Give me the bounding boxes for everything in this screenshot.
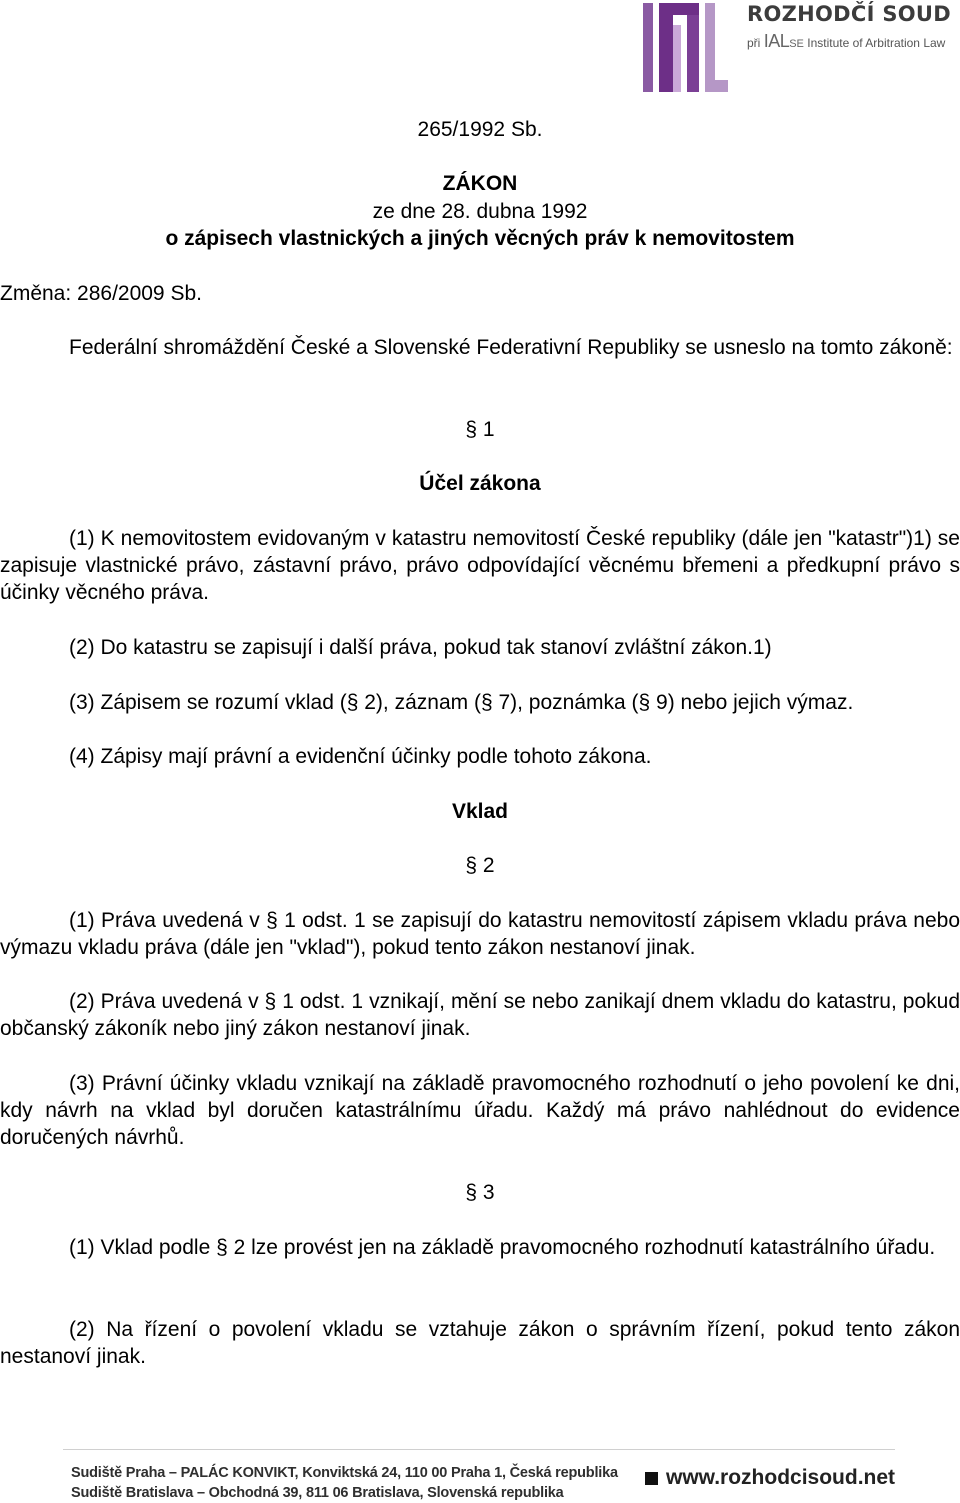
section-1-heading: Účel zákona bbox=[419, 472, 541, 495]
footer-website-link[interactable]: www.rozhodcisoud.net bbox=[666, 1466, 896, 1489]
arbitration-court-logo-mark bbox=[643, 3, 728, 92]
logo-title: ROZHODČÍ SOUD bbox=[747, 2, 952, 26]
law-number: 265/1992 Sb. bbox=[417, 118, 543, 141]
logo-sub-institute: Institute of Arbitration Law bbox=[807, 36, 946, 50]
logo-subtitle bbox=[747, 32, 945, 53]
section-1-paragraph-2: (2) Do katastru se zapisují i další práva, pokud tak stanoví zvláštní zákon.1) bbox=[69, 636, 772, 659]
section-3-paragraph-2: (2) Na řízení o povolení vkladu se vztahuje zákon o správním řízení, pokud tento zákon nestanoví jinak. bbox=[0, 1318, 960, 1368]
section-1-label: § 1 bbox=[465, 418, 495, 441]
logo-sub-ial: IAL bbox=[763, 31, 790, 51]
logo-sub-se: SE bbox=[789, 38, 804, 50]
law-date: ze dne 28. dubna 1992 bbox=[372, 200, 588, 223]
part-heading-vklad: Vklad bbox=[451, 800, 509, 823]
law-title: o zápisech vlastnických a jiných věcných práv k nemovitostem bbox=[165, 227, 795, 250]
law-change: Změna: 286/2009 Sb. bbox=[0, 282, 202, 305]
page-footer bbox=[63, 1445, 898, 1503]
section-2-paragraph-2: (2) Práva uvedená v § 1 odst. 1 vznikají, mění se nebo zanikají dnem vkladu do katastru, pokud občanský zákoník nebo jiný zákon nestanoví jinak. bbox=[0, 990, 960, 1040]
section-2-paragraph-3: (3) Právní účinky vkladu vznikají na základě pravomocného rozhodnutí o jeho povolení ke dni, kdy návrh na vklad byl doručen katastrálnímu úřadu. Každý má právo nahlédnout do evidence doručených návrhů. bbox=[0, 1072, 960, 1149]
footer-divider bbox=[63, 1449, 895, 1450]
law-type: ZÁKON bbox=[442, 172, 518, 195]
section-1-paragraph-1: (1) K nemovitostem evidovaným v katastru nemovitostí České republiky (dále jen "katastr")1) se zapisuje vlastnické právo, zástavní právo, právo odpovídající věcnému břemeni a předkupní právo s účinky věcného práva. bbox=[0, 527, 960, 604]
logo-sub-pri: při bbox=[747, 36, 761, 50]
section-1-paragraph-3: (3) Zápisem se rozumí vklad (§ 2), záznam (§ 7), poznámka (§ 9) nebo jejich výmaz. bbox=[69, 691, 854, 714]
intro-paragraph: Federální shromáždění České a Slovenské Federativní Republiky se usneslo na tomto zákoně: bbox=[69, 336, 953, 359]
section-1-paragraph-4: (4) Zápisy mají právní a evidenční účinky podle tohoto zákona. bbox=[69, 745, 652, 768]
footer-address-praha: Sudiště Praha – PALÁC KONVIKT, Konviktská 24, 110 00 Praha 1, Česká republika bbox=[71, 1465, 618, 1481]
section-3-paragraph-1: (1) Vklad podle § 2 lze provést jen na základě pravomocného rozhodnutí katastrálního úřadu. bbox=[69, 1236, 936, 1259]
section-2-label: § 2 bbox=[465, 854, 495, 877]
logo bbox=[643, 0, 960, 94]
footer-address-bratislava: Sudiště Bratislava – Obchodná 39, 811 06 Bratislava, Slovenská republika bbox=[71, 1485, 564, 1501]
section-3-label: § 3 bbox=[465, 1181, 495, 1204]
section-2-paragraph-1: (1) Práva uvedená v § 1 odst. 1 se zapisují do katastru nemovitostí zápisem vkladu práva nebo výmazu vkladu práva (dále jen "vklad"), pokud tento zákon nestanoví jinak. bbox=[0, 909, 960, 959]
square-bullet-icon bbox=[645, 1472, 658, 1485]
